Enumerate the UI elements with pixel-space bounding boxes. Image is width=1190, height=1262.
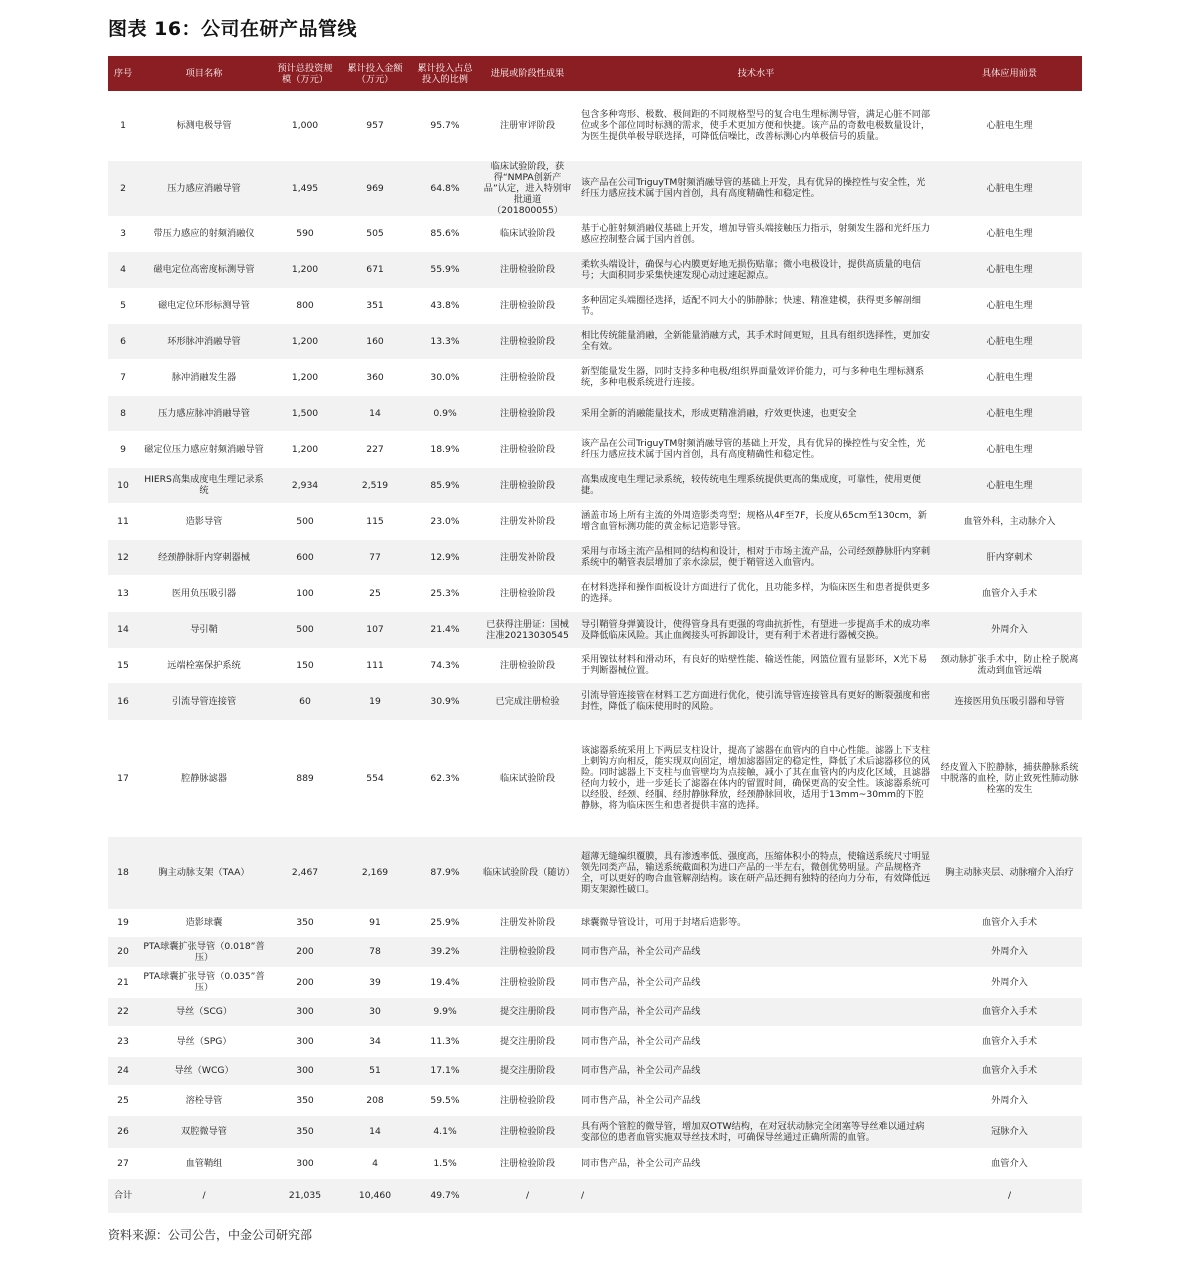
cell-total-investment: 150 — [270, 648, 340, 682]
cell-technology: 包含多种弯形、极数、极间距的不同规格型号的复合电生理标测导管，满足心脏不同部位或多个部位同时标测的需求，使手术更加方便和快捷。该产品的奇数电极数量设计，为医生提供单极导联选择，可降低信噪比，改善标测心内单极信号的质量。 — [575, 91, 937, 160]
cell-invested-amount: 39 — [340, 967, 410, 997]
cell-invested-amount: 160 — [340, 323, 410, 359]
cell-application: 肝内穿刺术 — [937, 539, 1082, 575]
table-row — [108, 216, 1082, 251]
cell-technology: 涵盖市场上所有主流的外周造影类弯型；规格从4F至7F，长度从65cm至130cm，新增含血管标测功能的黄金标记造影导管。 — [575, 503, 937, 539]
cell-project-name: 血管鞘组 — [138, 1148, 270, 1178]
cell-total-investment: 1,000 — [270, 91, 340, 160]
cell-technology: 多种固定头端圈径选择，适配不同大小的肺静脉；快速、精准建模，获得更多解剖细节。 — [575, 288, 937, 323]
table-header-row — [108, 56, 1082, 91]
cell-invested-amount: 25 — [340, 575, 410, 611]
total-invested: 10,460 — [340, 1178, 410, 1213]
cell-investment-ratio: 21.4% — [410, 611, 480, 648]
cell-application: 胸主动脉夹层、动脉瘤介入治疗 — [937, 836, 1082, 909]
cell-no: 25 — [108, 1085, 138, 1115]
cell-stage: 注册检验阶段 — [480, 967, 575, 997]
cell-technology: 该产品在公司TriguyTM射频消融导管的基础上开发，具有优异的操控性与安全性，光纤压力感应技术属于国内首创，具有高度精确性和稳定性。 — [575, 431, 937, 467]
cell-application: 心脏电生理 — [937, 323, 1082, 359]
cell-project-name: 造影球囊 — [138, 909, 270, 936]
total-ratio: 49.7% — [410, 1178, 480, 1213]
cell-total-investment: 1,500 — [270, 395, 340, 431]
cell-project-name: 导丝（SCG） — [138, 997, 270, 1026]
cell-no: 10 — [108, 467, 138, 503]
total-row — [108, 1178, 1082, 1213]
cell-no: 5 — [108, 288, 138, 323]
table-row — [108, 611, 1082, 648]
cell-investment-ratio: 59.5% — [410, 1085, 480, 1115]
cell-project-name: 磁定位压力感应射频消融导管 — [138, 431, 270, 467]
cell-stage: 注册检验阶段 — [480, 323, 575, 359]
cell-no: 6 — [108, 323, 138, 359]
cell-invested-amount: 505 — [340, 216, 410, 251]
cell-project-name: 环形脉冲消融导管 — [138, 323, 270, 359]
cell-invested-amount: 351 — [340, 288, 410, 323]
cell-investment-ratio: 18.9% — [410, 431, 480, 467]
cell-investment-ratio: 25.9% — [410, 909, 480, 936]
cell-invested-amount: 4 — [340, 1148, 410, 1178]
cell-stage: 提交注册阶段 — [480, 1056, 575, 1085]
cell-application: 心脏电生理 — [937, 91, 1082, 160]
table-row — [108, 1148, 1082, 1178]
cell-investment-ratio: 0.9% — [410, 395, 480, 431]
cell-total-investment: 200 — [270, 936, 340, 967]
header-name: 项目名称 — [138, 56, 270, 91]
cell-stage: 提交注册阶段 — [480, 1026, 575, 1056]
cell-project-name: 胸主动脉支架（TAA） — [138, 836, 270, 909]
cell-application: 心脏电生理 — [937, 160, 1082, 216]
cell-no: 15 — [108, 648, 138, 682]
table-row — [108, 997, 1082, 1026]
cell-application: 心脏电生理 — [937, 359, 1082, 395]
cell-invested-amount: 51 — [340, 1056, 410, 1085]
cell-project-name: 导引鞘 — [138, 611, 270, 648]
cell-technology: 高集成度电生理记录系统，较传统电生理系统提供更高的集成度，可靠性，使用更便捷。 — [575, 467, 937, 503]
cell-project-name: 压力感应消融导管 — [138, 160, 270, 216]
cell-technology: 超薄无缝编织覆膜，具有渗透率低、强度高，压缩体积小的特点，使输送系统尺寸明显领先同类产品，输送系统截面积为进口产品的一半左右，微创优势明显。产品规格齐全，可以更好的吻合血管解剖结构。该在研产品还拥有独特的径向力分布，有效降低远期支架源性破口。 — [575, 836, 937, 909]
cell-total-investment: 2,467 — [270, 836, 340, 909]
cell-technology: 新型能量发生器，同时支持多种电极/组织界面量效评价能力，可与多种电生理标测系统，多种电极系统进行连接。 — [575, 359, 937, 395]
cell-project-name: 标测电极导管 — [138, 91, 270, 160]
table-row — [108, 467, 1082, 503]
cell-investment-ratio: 55.9% — [410, 251, 480, 288]
cell-technology: 采用与市场主流产品相同的结构和设计，相对于市场主流产品，公司经颈静脉肝内穿刺系统中的鞘管表层增加了亲水涂层，便于鞘管送入血管内。 — [575, 539, 937, 575]
cell-project-name: 导丝（WCG） — [138, 1056, 270, 1085]
header-application: 具体应用前景 — [937, 56, 1082, 91]
cell-investment-ratio: 1.5% — [410, 1148, 480, 1178]
cell-project-name: 经颈静脉肝内穿刺器械 — [138, 539, 270, 575]
cell-invested-amount: 14 — [340, 1115, 410, 1148]
cell-investment-ratio: 87.9% — [410, 836, 480, 909]
cell-application: 血管外科，主动脉介入 — [937, 503, 1082, 539]
cell-application: 外周介入 — [937, 936, 1082, 967]
cell-total-investment: 350 — [270, 1085, 340, 1115]
cell-application: 血管介入手术 — [937, 909, 1082, 936]
cell-technology: 同市售产品，补全公司产品线 — [575, 936, 937, 967]
cell-investment-ratio: 23.0% — [410, 503, 480, 539]
cell-total-investment: 200 — [270, 967, 340, 997]
cell-no: 16 — [108, 682, 138, 720]
table-row — [108, 251, 1082, 288]
cell-no: 11 — [108, 503, 138, 539]
cell-technology: 同市售产品，补全公司产品线 — [575, 997, 937, 1026]
cell-invested-amount: 2,519 — [340, 467, 410, 503]
cell-investment-ratio: 17.1% — [410, 1056, 480, 1085]
cell-project-name: 造影导管 — [138, 503, 270, 539]
cell-stage: 注册审评阶段 — [480, 91, 575, 160]
total-application: / — [937, 1178, 1082, 1213]
cell-total-investment: 350 — [270, 909, 340, 936]
table-row — [108, 431, 1082, 467]
cell-technology: 具有两个管腔的微导管，增加双OTW结构，在对冠状动脉完全闭塞等导丝难以通过病变部位的患者血管实施双导丝技术时，可确保导丝通过正确所需的血管。 — [575, 1115, 937, 1148]
header-tech: 技术水平 — [575, 56, 937, 91]
table-body — [108, 91, 1082, 1178]
cell-stage: 注册检验阶段 — [480, 431, 575, 467]
cell-application: 外周介入 — [937, 1085, 1082, 1115]
cell-total-investment: 1,200 — [270, 359, 340, 395]
cell-invested-amount: 34 — [340, 1026, 410, 1056]
cell-application: 心脏电生理 — [937, 467, 1082, 503]
cell-project-name: 磁电定位高密度标测导管 — [138, 251, 270, 288]
cell-total-investment: 300 — [270, 997, 340, 1026]
cell-investment-ratio: 30.0% — [410, 359, 480, 395]
cell-application: 颈动脉扩张手术中，防止栓子脱离流动到血管远端 — [937, 648, 1082, 682]
cell-technology: 柔软头端设计，确保与心内膜更好地无损伤贴靠；微小电极设计，提供高质量的电信号；大面积同步采集快速发现心动过速起源点。 — [575, 251, 937, 288]
cell-total-investment: 100 — [270, 575, 340, 611]
cell-project-name: 导丝（SPG） — [138, 1026, 270, 1056]
cell-investment-ratio: 74.3% — [410, 648, 480, 682]
table-row — [108, 160, 1082, 216]
cell-stage: 注册检验阶段 — [480, 251, 575, 288]
cell-stage: 临床试验阶段（随访） — [480, 836, 575, 909]
cell-project-name: 腔静脉滤器 — [138, 720, 270, 836]
cell-invested-amount: 111 — [340, 648, 410, 682]
cell-investment-ratio: 64.8% — [410, 160, 480, 216]
cell-no: 12 — [108, 539, 138, 575]
table-row — [108, 539, 1082, 575]
table-row — [108, 323, 1082, 359]
cell-total-investment: 590 — [270, 216, 340, 251]
cell-project-name: HIERS高集成度电生理记录系统 — [138, 467, 270, 503]
cell-total-investment: 500 — [270, 611, 340, 648]
cell-investment-ratio: 19.4% — [410, 967, 480, 997]
cell-total-investment: 1,200 — [270, 431, 340, 467]
header-ratio: 累计投入占总投入的比例 — [410, 56, 480, 91]
cell-no: 3 — [108, 216, 138, 251]
cell-project-name: PTA球囊扩张导管（0.035”普压） — [138, 967, 270, 997]
cell-project-name: 远端栓塞保护系统 — [138, 648, 270, 682]
header-total: 预计总投资规模（万元） — [270, 56, 340, 91]
table-row — [108, 1056, 1082, 1085]
cell-project-name: 医用负压吸引器 — [138, 575, 270, 611]
cell-total-investment: 300 — [270, 1056, 340, 1085]
cell-total-investment: 300 — [270, 1148, 340, 1178]
cell-project-name: 带压力感应的射频消融仪 — [138, 216, 270, 251]
table-row — [108, 359, 1082, 395]
table-row — [108, 909, 1082, 936]
cell-no: 26 — [108, 1115, 138, 1148]
table-row — [108, 91, 1082, 160]
cell-stage: 注册发补阶段 — [480, 909, 575, 936]
cell-project-name: PTA球囊扩张导管（0.018”普压） — [138, 936, 270, 967]
cell-total-investment: 1,200 — [270, 323, 340, 359]
table-row — [108, 395, 1082, 431]
cell-invested-amount: 91 — [340, 909, 410, 936]
total-name: / — [138, 1178, 270, 1213]
cell-investment-ratio: 12.9% — [410, 539, 480, 575]
cell-no: 14 — [108, 611, 138, 648]
pipeline-table — [108, 56, 1082, 1214]
cell-invested-amount: 208 — [340, 1085, 410, 1115]
cell-stage: 临床试验阶段 — [480, 720, 575, 836]
cell-technology: 在材料选择和操作面板设计方面进行了优化，且功能多样，为临床医生和患者提供更多的选择。 — [575, 575, 937, 611]
total-stage: / — [480, 1178, 575, 1213]
cell-stage: 注册发补阶段 — [480, 503, 575, 539]
cell-technology: 基于心脏射频消融仪基础上开发，增加导管头端接触压力指示，射频发生器和光纤压力感应控制整合属于国内首创。 — [575, 216, 937, 251]
cell-no: 22 — [108, 997, 138, 1026]
cell-stage: 注册检验阶段 — [480, 648, 575, 682]
total-total: 21,035 — [270, 1178, 340, 1213]
cell-technology: 相比传统能量消融，全新能量消融方式，其手术时间更短，且具有组织选择性，更加安全有效。 — [575, 323, 937, 359]
cell-project-name: 脉冲消融发生器 — [138, 359, 270, 395]
cell-technology: 该产品在公司TriguyTM射频消融导管的基础上开发，具有优异的操控性与安全性，光纤压力感应技术属于国内首创，具有高度精确性和稳定性。 — [575, 160, 937, 216]
cell-stage: 临床试验阶段 — [480, 216, 575, 251]
table-row — [108, 720, 1082, 836]
cell-application: 心脏电生理 — [937, 216, 1082, 251]
cell-stage: 注册检验阶段 — [480, 467, 575, 503]
cell-investment-ratio: 13.3% — [410, 323, 480, 359]
cell-technology: 采用镍钛材料和滑动环，有良好的贴壁性能、输送性能，网篮位置有显影环，X光下易于判断器械位置。 — [575, 648, 937, 682]
cell-no: 21 — [108, 967, 138, 997]
cell-technology: 采用全新的消融能量技术，形成更精准消融，疗效更快速，也更安全 — [575, 395, 937, 431]
cell-no: 23 — [108, 1026, 138, 1056]
cell-application: 血管介入手术 — [937, 997, 1082, 1026]
cell-stage: 提交注册阶段 — [480, 997, 575, 1026]
cell-technology: 同市售产品，补全公司产品线 — [575, 1056, 937, 1085]
cell-invested-amount: 30 — [340, 997, 410, 1026]
cell-stage: 注册发补阶段 — [480, 539, 575, 575]
cell-no: 4 — [108, 251, 138, 288]
cell-stage: 注册检验阶段 — [480, 1085, 575, 1115]
cell-invested-amount: 107 — [340, 611, 410, 648]
cell-application: 血管介入 — [937, 1148, 1082, 1178]
cell-application: 外周介入 — [937, 967, 1082, 997]
pipeline-table-container — [108, 56, 1082, 1214]
cell-investment-ratio: 25.3% — [410, 575, 480, 611]
table-row — [108, 1026, 1082, 1056]
cell-project-name: 双腔微导管 — [138, 1115, 270, 1148]
cell-no: 13 — [108, 575, 138, 611]
cell-stage: 注册检验阶段 — [480, 1115, 575, 1148]
table-row — [108, 682, 1082, 720]
cell-invested-amount: 957 — [340, 91, 410, 160]
cell-application: 连接医用负压吸引器和导管 — [937, 682, 1082, 720]
cell-stage: 已获得注册证：国械注准20213030545 — [480, 611, 575, 648]
cell-total-investment: 1,200 — [270, 251, 340, 288]
cell-invested-amount: 19 — [340, 682, 410, 720]
cell-stage: 注册检验阶段 — [480, 359, 575, 395]
cell-application: 经皮置入下腔静脉，捕获静脉系统中脱落的血栓，防止致死性肺动脉栓塞的发生 — [937, 720, 1082, 836]
header-no: 序号 — [108, 56, 138, 91]
cell-no: 18 — [108, 836, 138, 909]
cell-no: 2 — [108, 160, 138, 216]
cell-application: 外周介入 — [937, 611, 1082, 648]
table-row — [108, 575, 1082, 611]
cell-total-investment: 1,495 — [270, 160, 340, 216]
cell-investment-ratio: 30.9% — [410, 682, 480, 720]
cell-investment-ratio: 95.7% — [410, 91, 480, 160]
cell-total-investment: 2,934 — [270, 467, 340, 503]
header-invested: 累计投入金额（万元） — [340, 56, 410, 91]
cell-stage: 注册检验阶段 — [480, 1148, 575, 1178]
cell-total-investment: 600 — [270, 539, 340, 575]
cell-total-investment: 300 — [270, 1026, 340, 1056]
table-row — [108, 836, 1082, 909]
cell-technology: 该滤器系统采用上下两层支柱设计，提高了滤器在血管内的自中心性能。滤器上下支柱上剌钩方向相反，能实现双向固定，增加滤器固定的稳定性，降低了术后滤器移位的风险。同时滤器上下支柱与血管壁均为点接触，减小了其在血管内的内皮化区域，且滤器径向力较小，进一步延长了滤器在体内的留置时间，确保更高的安全性。该滤器系统可以经股、经颈、经腘、经肘静脉释放，经颈静脉回收，适用于13mm~30mm的下腔静脉，将为临床医生和患者提供丰富的选择。 — [575, 720, 937, 836]
cell-stage: 注册检验阶段 — [480, 288, 575, 323]
table-row — [108, 936, 1082, 967]
page-title: 图表 16：公司在研产品管线 — [108, 18, 358, 40]
cell-invested-amount: 360 — [340, 359, 410, 395]
cell-application: 血管介入手术 — [937, 1056, 1082, 1085]
cell-invested-amount: 78 — [340, 936, 410, 967]
table-row — [108, 1085, 1082, 1115]
cell-invested-amount: 671 — [340, 251, 410, 288]
total-tech: / — [575, 1178, 937, 1213]
cell-investment-ratio: 11.3% — [410, 1026, 480, 1056]
cell-total-investment: 800 — [270, 288, 340, 323]
table-row — [108, 648, 1082, 682]
cell-application: 血管介入手术 — [937, 575, 1082, 611]
cell-stage: 注册检验阶段 — [480, 395, 575, 431]
cell-application: 心脏电生理 — [937, 395, 1082, 431]
cell-invested-amount: 77 — [340, 539, 410, 575]
cell-no: 8 — [108, 395, 138, 431]
cell-no: 7 — [108, 359, 138, 395]
cell-technology: 同市售产品，补全公司产品线 — [575, 1026, 937, 1056]
table-row — [108, 967, 1082, 997]
cell-investment-ratio: 39.2% — [410, 936, 480, 967]
cell-stage: 注册检验阶段 — [480, 936, 575, 967]
cell-total-investment: 350 — [270, 1115, 340, 1148]
cell-project-name: 磁电定位环形标测导管 — [138, 288, 270, 323]
cell-investment-ratio: 9.9% — [410, 997, 480, 1026]
cell-technology: 同市售产品，补全公司产品线 — [575, 1085, 937, 1115]
cell-invested-amount: 14 — [340, 395, 410, 431]
cell-investment-ratio: 85.9% — [410, 467, 480, 503]
cell-no: 17 — [108, 720, 138, 836]
cell-investment-ratio: 62.3% — [410, 720, 480, 836]
cell-stage: 注册检验阶段 — [480, 575, 575, 611]
cell-invested-amount: 554 — [340, 720, 410, 836]
total-label: 合计 — [108, 1178, 138, 1213]
cell-invested-amount: 227 — [340, 431, 410, 467]
cell-total-investment: 60 — [270, 682, 340, 720]
cell-technology: 同市售产品，补全公司产品线 — [575, 1148, 937, 1178]
cell-no: 19 — [108, 909, 138, 936]
cell-no: 9 — [108, 431, 138, 467]
cell-invested-amount: 115 — [340, 503, 410, 539]
cell-investment-ratio: 43.8% — [410, 288, 480, 323]
header-stage: 进展或阶段性成果 — [480, 56, 575, 91]
cell-no: 20 — [108, 936, 138, 967]
cell-technology: 同市售产品，补全公司产品线 — [575, 967, 937, 997]
cell-technology: 引流导管连接管在材料工艺方面进行优化，使引流导管连接管具有更好的断裂强度和密封性，降低了临床使用时的风险。 — [575, 682, 937, 720]
cell-investment-ratio: 4.1% — [410, 1115, 480, 1148]
cell-application: 冠脉介入 — [937, 1115, 1082, 1148]
cell-stage: 临床试验阶段，获得“NMPA创新产品”认定，进入特别审批通道（201800055） — [480, 160, 575, 216]
cell-stage: 已完成注册检验 — [480, 682, 575, 720]
cell-invested-amount: 969 — [340, 160, 410, 216]
cell-application: 心脏电生理 — [937, 251, 1082, 288]
cell-invested-amount: 2,169 — [340, 836, 410, 909]
cell-project-name: 压力感应脉冲消融导管 — [138, 395, 270, 431]
cell-application: 血管介入手术 — [937, 1026, 1082, 1056]
cell-total-investment: 500 — [270, 503, 340, 539]
cell-no: 1 — [108, 91, 138, 160]
source-note: 资料来源：公司公告，中金公司研究部 — [108, 1228, 313, 1242]
cell-technology: 导引鞘管身弹簧设计，使得管身具有更强的弯曲抗折性，有望进一步提高手术的成功率及降低临床风险。其止血阀接头可拆卸设计，更有利于术者进行器械交换。 — [575, 611, 937, 648]
table-row — [108, 1115, 1082, 1148]
cell-project-name: 引流导管连接管 — [138, 682, 270, 720]
cell-technology: 球囊微导管设计，可用于封堵后造影等。 — [575, 909, 937, 936]
cell-no: 24 — [108, 1056, 138, 1085]
table-row — [108, 288, 1082, 323]
cell-project-name: 溶栓导管 — [138, 1085, 270, 1115]
cell-total-investment: 889 — [270, 720, 340, 836]
cell-application: 心脏电生理 — [937, 431, 1082, 467]
cell-investment-ratio: 85.6% — [410, 216, 480, 251]
cell-no: 27 — [108, 1148, 138, 1178]
cell-application: 心脏电生理 — [937, 288, 1082, 323]
table-row — [108, 503, 1082, 539]
